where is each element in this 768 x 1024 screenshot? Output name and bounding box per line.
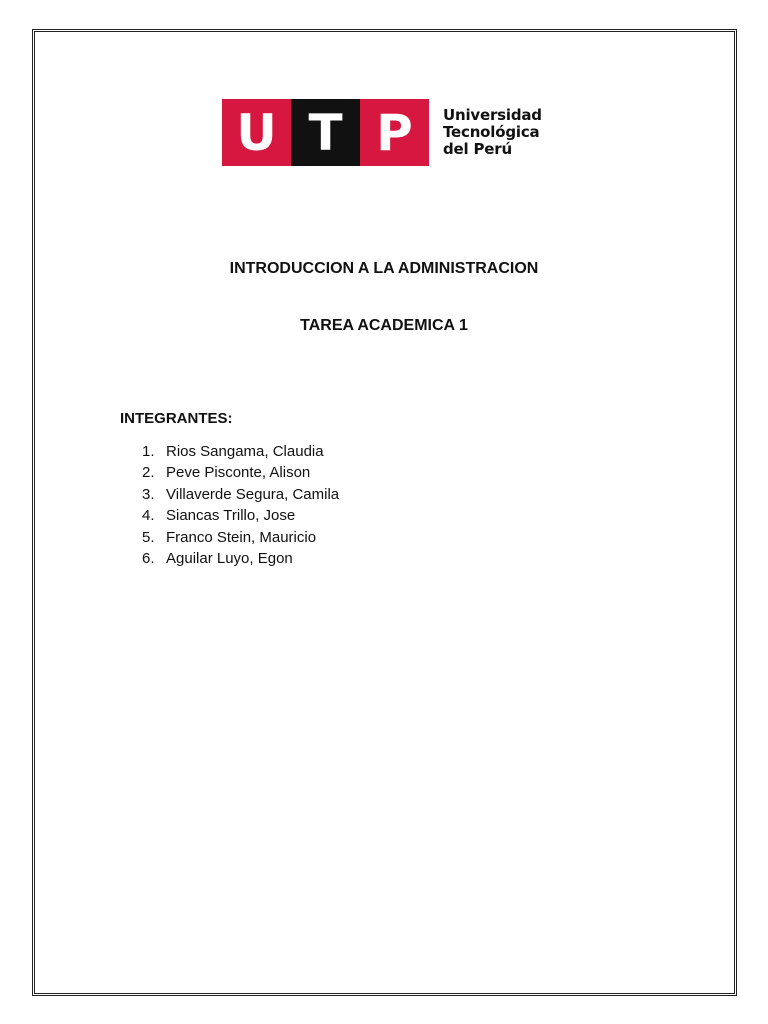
members-list <box>142 441 339 569</box>
list-item <box>142 462 339 483</box>
course-title: INTRODUCCION A LA ADMINISTRACION <box>229 260 539 277</box>
utp-logo <box>222 99 542 166</box>
members-heading: INTEGRANTES: <box>120 410 233 427</box>
list-item-number: 6. <box>142 550 155 568</box>
member-name: Rios Sangama, Claudia <box>166 443 324 460</box>
page-border <box>32 29 737 996</box>
member-name: Aguilar Luyo, Egon <box>166 550 293 568</box>
list-item-number: 2. <box>142 464 155 482</box>
logo-letter-p: P <box>360 99 429 166</box>
member-name: Franco Stein, Mauricio <box>166 528 317 546</box>
assignment-title: TAREA ACADEMICA 1 <box>300 317 468 334</box>
list-item <box>142 484 339 505</box>
list-item <box>142 441 339 462</box>
list-item-number: 4. <box>142 507 155 525</box>
member-name: Villaverde Segura, Camila <box>166 485 340 503</box>
list-item <box>142 527 339 548</box>
list-item <box>142 548 339 569</box>
member-name: Siancas Trillo, Jose <box>166 507 296 525</box>
logo-text-line: Tecnológica <box>443 123 540 141</box>
logo-letter-u: U <box>222 99 291 166</box>
logo-text-line: del Perú <box>443 140 512 158</box>
list-item-number: 5. <box>142 528 155 546</box>
member-name: Peve Pisconte, Alison <box>166 464 311 482</box>
list-item-number: 3. <box>142 485 155 503</box>
list-item <box>142 505 339 526</box>
logo-university-name <box>443 99 542 166</box>
logo-text-line: Universidad <box>443 106 542 124</box>
logo-letter-t: T <box>291 99 360 166</box>
list-item-number: 1. <box>142 443 155 460</box>
